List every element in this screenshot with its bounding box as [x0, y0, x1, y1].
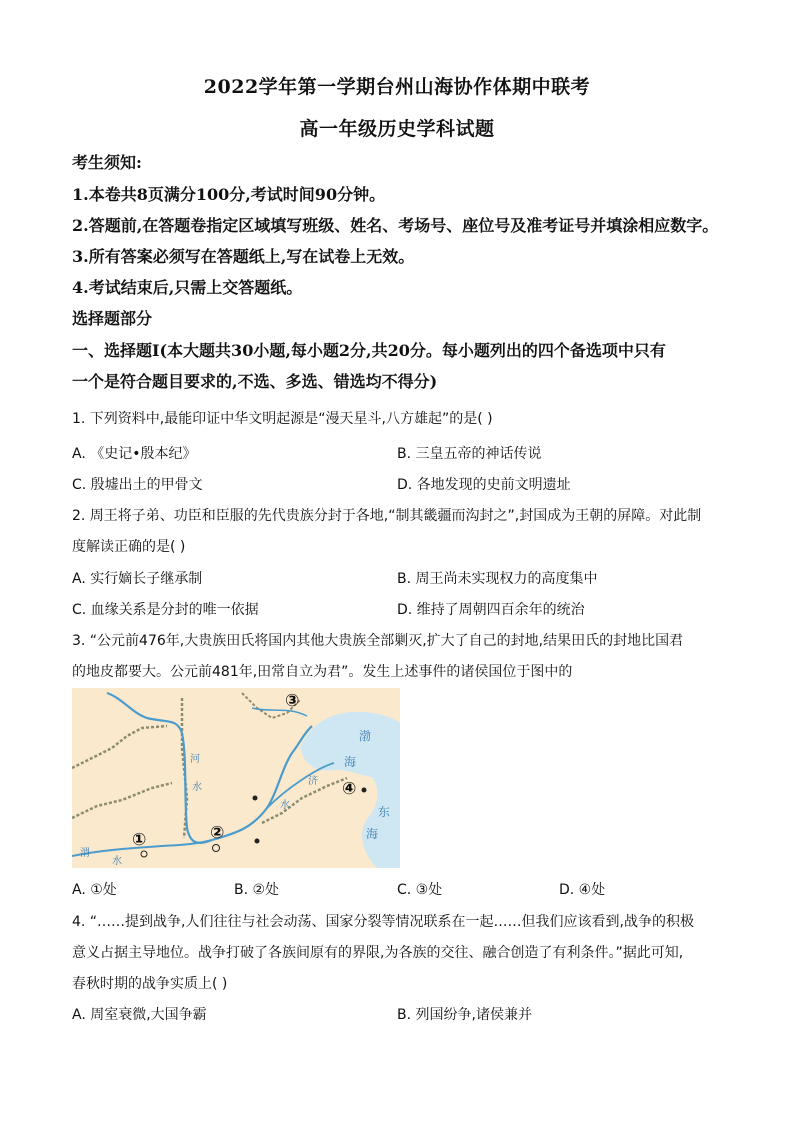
question-2-stem-line2: 度解读正确的是( )	[72, 539, 186, 555]
section-heading-line1: 一、选择题Ⅰ(本大题共30小题,每小题2分,共20分。每小题列出的四个备选项中只有	[72, 341, 666, 360]
map-label-hai-2: 海	[366, 827, 379, 841]
notice-heading: 考生须知:	[72, 153, 142, 172]
exam-title: 2022学年第一学期台州山海协作体期中联考	[203, 76, 591, 98]
question-1-option-b[interactable]: B. 三皇五帝的神话传说	[397, 446, 542, 462]
map-label-shui-1: 水	[192, 782, 202, 793]
question-2-option-a[interactable]: A. 实行嫡长子继承制	[72, 571, 203, 587]
history-map	[72, 688, 400, 868]
map-label-ji: 济	[308, 776, 318, 787]
section-heading-line2: 一个是符合题目要求的,不选、多选、错选均不得分)	[72, 372, 438, 391]
question-3-option-d[interactable]: D. ④处	[559, 882, 606, 898]
map-label-he: 河	[190, 754, 200, 765]
notice-item-2: 2.答题前,在答题卷指定区域填写班级、姓名、考场号、座位号及准考证号并填涂相应数字。	[72, 216, 719, 235]
section-part: 选择题部分	[72, 309, 153, 328]
notice-item-3: 3.所有答案必须写在答题纸上,写在试卷上无效。	[72, 247, 415, 266]
map-marker-1: ①	[132, 830, 147, 850]
map-marker-3: ③	[285, 691, 300, 711]
map-marker-2: ②	[210, 823, 225, 843]
map-label-hai-1: 海	[344, 755, 357, 769]
city-dot	[253, 796, 258, 801]
question-4-option-b[interactable]: B. 列国纷争,诸侯兼并	[397, 1007, 532, 1023]
notice-item-4: 4.考试结束后,只需上交答题纸。	[72, 278, 303, 297]
map-label-shui-3: 水	[112, 856, 122, 867]
city-dot	[255, 839, 260, 844]
question-2-option-d[interactable]: D. 维持了周朝四百余年的统治	[397, 602, 585, 618]
question-3-stem-line2: 的地皮都要大。公元前481年,田常自立为君”。发生上述事件的诸侯国位于图中的	[72, 664, 573, 680]
question-2-option-c[interactable]: C. 血缘关系是分封的唯一依据	[72, 602, 259, 618]
map-label-dong: 东	[378, 805, 391, 819]
map-label-shui-2: 水	[280, 800, 290, 811]
exam-subtitle: 高一年级历史学科试题	[299, 118, 495, 140]
question-3-option-a[interactable]: A. ①处	[72, 882, 117, 898]
question-1-option-c[interactable]: C. 殷墟出土的甲骨文	[72, 477, 203, 493]
question-3-stem-line1: 3. “公元前476年,大贵族田氏将国内其他大贵族全部剿灭,扩大了自己的封地,结果田氏的封地比国君	[72, 633, 684, 649]
question-4-option-a[interactable]: A. 周室衰微,大国争霸	[72, 1007, 207, 1023]
map-label-wei: 渭	[80, 848, 90, 859]
question-4-stem-line3: 春秋时期的战争实质上( )	[72, 976, 228, 992]
question-1-option-d[interactable]: D. 各地发现的史前文明遗址	[397, 477, 571, 493]
question-1-stem: 1. 下列资料中,最能印证中华文明起源是“漫天星斗,八方雄起”的是( )	[72, 411, 493, 427]
question-2-stem-line1: 2. 周王将子弟、功臣和臣服的先代贵族分封于各地,“制其畿疆而沟封之”,封国成为王朝的屏障。对此制	[72, 508, 702, 524]
question-2-option-b[interactable]: B. 周王尚未实现权力的高度集中	[397, 571, 598, 587]
question-1-option-a[interactable]: A. 《史记•殷本纪》	[72, 446, 197, 462]
question-4-stem-line1: 4. “……提到战争,人们往往与社会动荡、国家分裂等情况联系在一起……但我们应该看到,战争的积极	[72, 914, 694, 930]
question-3-option-b[interactable]: B. ②处	[234, 882, 280, 898]
question-4-stem-line2: 意义占据主导地位。战争打破了各族间原有的界限,为各族的交往、融合创造了有利条件。”据此可知,	[72, 945, 684, 961]
question-3-option-c[interactable]: C. ③处	[397, 882, 443, 898]
city-dot	[362, 788, 367, 793]
map-label-bo: 渤	[359, 729, 372, 743]
map-marker-4: ④	[342, 779, 357, 799]
notice-item-1: 1.本卷共8页满分100分,考试时间90分钟。	[72, 185, 386, 204]
